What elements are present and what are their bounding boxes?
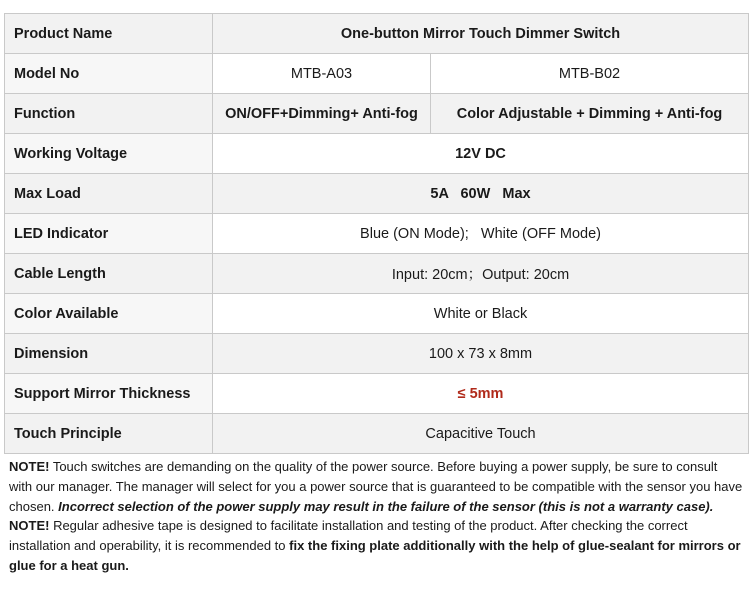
- note-adhesive-tape: [9, 516, 743, 575]
- row-value-function-b: Color Adjustable + Dimming + Anti-fog: [431, 94, 749, 134]
- row-value-working-voltage: 12V DC: [213, 134, 749, 174]
- row-value-model-b: MTB-B02: [431, 54, 749, 94]
- spec-table: [4, 13, 749, 454]
- row-value-model-a: MTB-A03: [213, 54, 431, 94]
- row-label-color-available: Color Available: [5, 294, 213, 334]
- note-text: Regular adhesive tape is designed to facilitate installation and testing of the product. After checking the correct installation and operability, it is recommended to: [9, 518, 688, 554]
- row-label-dimension: Dimension: [5, 334, 213, 374]
- row-label-model-no: Model No: [5, 54, 213, 94]
- row-value-dimension: 100 x 73 x 8mm: [213, 334, 749, 374]
- table-row: [5, 334, 749, 374]
- row-value-cable-length: Input: 20cm；Output: 20cm: [213, 254, 749, 294]
- note-prefix: NOTE!: [9, 518, 50, 534]
- table-row: [5, 214, 749, 254]
- row-label-cable-length: Cable Length: [5, 254, 213, 294]
- row-label-function: Function: [5, 94, 213, 134]
- row-value-color-available: White or Black: [213, 294, 749, 334]
- row-value-max-load: 5A 60W Max: [213, 174, 749, 214]
- row-label-max-load: Max Load: [5, 174, 213, 214]
- table-row: [5, 414, 749, 454]
- row-label-working-voltage: Working Voltage: [5, 134, 213, 174]
- row-label-product-name: Product Name: [5, 14, 213, 54]
- table-row: [5, 174, 749, 214]
- row-label-led-indicator: LED Indicator: [5, 214, 213, 254]
- table-row: [5, 54, 749, 94]
- note-emphasis: fix the fixing plate additionally with the help of glue-sealant for mirrors or glue for a heat gun.: [9, 538, 741, 573]
- table-row: [5, 134, 749, 174]
- row-value-function-a: ON/OFF+Dimming+ Anti-fog: [213, 94, 431, 134]
- note-emphasis: Incorrect selection of the power supply may result in the failure of the sensor (this is not a warranty case).: [58, 498, 714, 514]
- table-row: [5, 14, 749, 54]
- table-row: [5, 94, 749, 134]
- note-prefix: NOTE!: [9, 459, 50, 474]
- table-row: [5, 294, 749, 334]
- row-label-touch-principle: Touch Principle: [5, 414, 213, 454]
- row-value-product-name: One-button Mirror Touch Dimmer Switch: [213, 14, 749, 54]
- table-row: [5, 254, 749, 294]
- table-row: [5, 374, 749, 414]
- row-value-led-indicator: Blue (ON Mode); White (OFF Mode): [213, 214, 749, 254]
- notes-section: [9, 457, 743, 576]
- row-label-mirror-thickness: Support Mirror Thickness: [5, 374, 213, 414]
- note-text: Touch switches are demanding on the quality of the power source. Before buying a power supply, be sure to consult with our manager. The manager will select for you a power source that is guaranteed to be compatible with the sensor you have chosen.: [9, 459, 743, 514]
- row-value-mirror-thickness: ≤ 5mm: [213, 374, 749, 414]
- note-power-supply: [9, 457, 743, 516]
- row-value-touch-principle: Capacitive Touch: [213, 414, 749, 454]
